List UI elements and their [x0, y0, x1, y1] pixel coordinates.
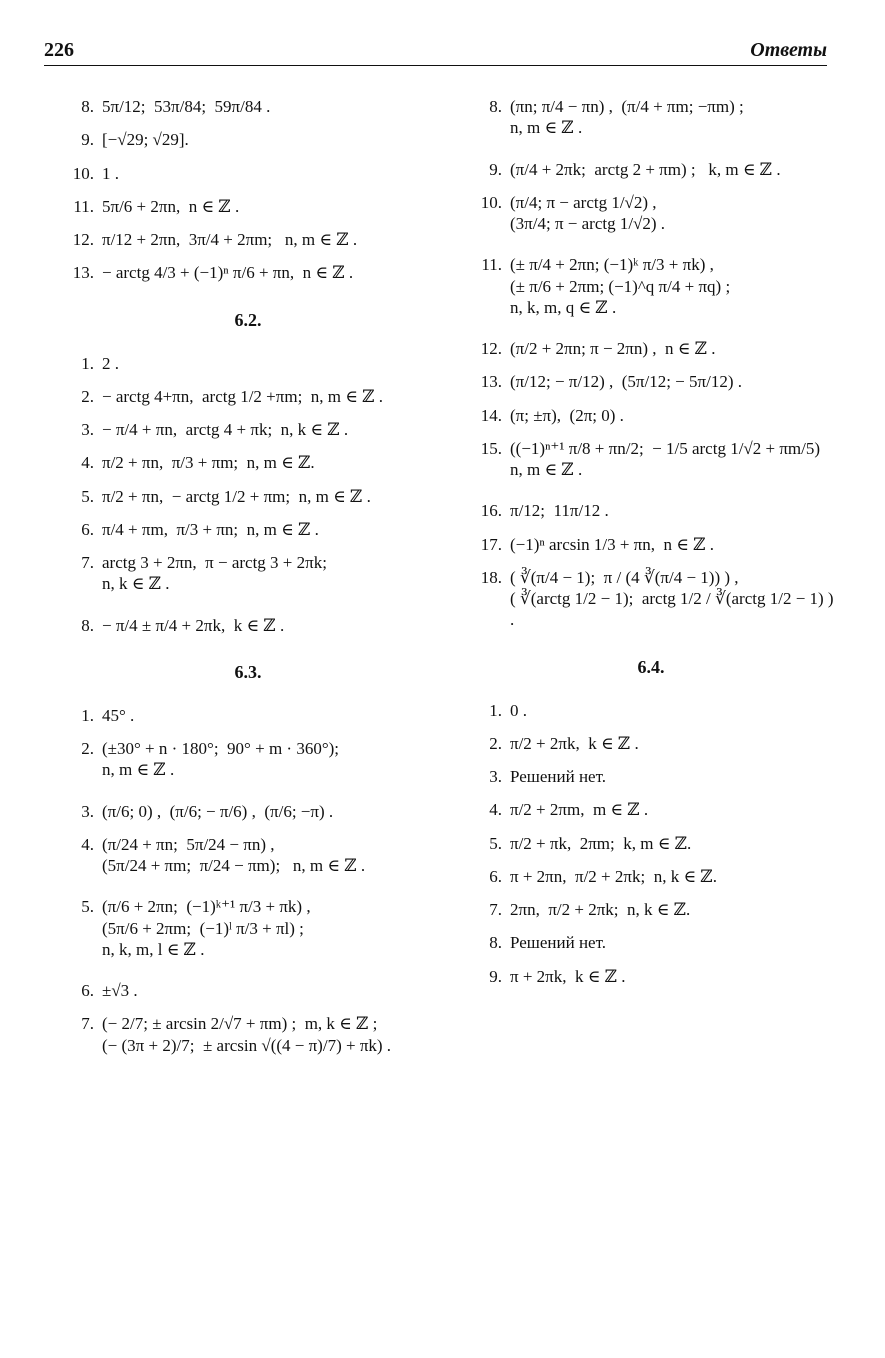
answer-number: 6.: [81, 981, 94, 1000]
answer-number: 14.: [480, 405, 502, 425]
answer-number: 7.: [489, 900, 502, 919]
answer-item: [58, 386, 438, 407]
answer-text: 0 .: [510, 700, 527, 720]
answer-number: 12.: [72, 230, 94, 249]
answer-text: ((−1)ⁿ⁺¹ π/8 + πn/2; − 1/5 arctg 1/√2 + πm/5) n, m ∈ ℤ .: [510, 438, 821, 479]
answer-number: 2.: [81, 386, 94, 406]
answer-list: [466, 700, 836, 987]
answer-item: [58, 419, 438, 440]
answer-number: 9.: [489, 159, 502, 179]
answer-item: [58, 129, 438, 150]
answer-number: 4.: [81, 453, 94, 473]
answer-item: [58, 801, 438, 822]
answer-item: [466, 254, 836, 318]
answer-text: arctg 3 + 2πn, π − arctg 3 + 2πk; n, k ∈ ℤ .: [102, 553, 327, 594]
answer-item: [58, 486, 438, 507]
answer-text: (πn; π/4 − πn) , (π/4 + πm; −πm) ; n, m ∈ ℤ .: [510, 97, 744, 138]
answer-text: (π/12; − π/12) , (5π/12; − 5π/12) .: [510, 372, 742, 392]
answer-item: [466, 567, 836, 631]
answer-item: [466, 371, 836, 392]
answer-item: [466, 833, 836, 854]
answer-text: (−1)ⁿ arcsin 1/3 + πn, n ∈ ℤ .: [510, 534, 714, 554]
answer-text: − arctg 4/3 + (−1)ⁿ π/6 + πn, n ∈ ℤ .: [102, 263, 354, 283]
answer-text: 5π/12; 53π/84; 59π/84 .: [102, 97, 271, 116]
answer-number: 10.: [480, 192, 502, 212]
answer-text: 2 .: [102, 353, 119, 373]
answer-item: [58, 452, 438, 473]
answer-number: 7.: [81, 1014, 94, 1034]
answer-text: π/12; 11π/12 .: [510, 501, 609, 521]
answer-text: 1 .: [102, 163, 119, 183]
answer-item: [58, 96, 438, 117]
answer-item: [58, 552, 438, 595]
answer-item: [58, 262, 438, 283]
answer-item: [466, 338, 836, 359]
answer-number: 2.: [81, 739, 94, 758]
answer-number: 2.: [489, 733, 502, 753]
page-number: 226: [44, 39, 74, 61]
answer-number: 5.: [81, 486, 94, 506]
answer-number: 8.: [81, 615, 94, 635]
answer-number: 7.: [81, 553, 94, 572]
answer-number: 5.: [489, 833, 502, 853]
left-column: [58, 96, 438, 1076]
answer-item: [466, 700, 836, 721]
answer-text: (π; ±π), (2π; 0) .: [510, 405, 624, 425]
answer-item: [466, 159, 836, 180]
answer-item: [58, 705, 438, 726]
answer-text: (π/4; π − arctg 1/√2) , (3π/4; π − arctg 1/√2) .: [510, 192, 666, 233]
answer-text: π/2 + πn, π/3 + πm; n, m ∈ ℤ.: [102, 453, 315, 473]
answer-item: [466, 405, 836, 426]
answer-number: 4.: [81, 834, 94, 854]
answer-item: [466, 192, 836, 235]
answer-item: [58, 519, 438, 540]
answer-text: π + 2πn, π/2 + 2πk; n, k ∈ ℤ.: [510, 866, 717, 886]
answer-number: 1.: [81, 705, 94, 725]
answer-item: [58, 980, 438, 1001]
answer-number: 11.: [73, 196, 94, 216]
answer-number: 4.: [489, 800, 502, 820]
answer-list: [58, 705, 438, 1056]
right-column: [466, 96, 836, 999]
answer-text: Решений нет.: [510, 767, 606, 786]
answer-number: 16.: [480, 501, 502, 521]
answer-text: (π/4 + 2πk; arctg 2 + πm) ; k, m ∈ ℤ .: [510, 159, 781, 179]
answer-text: π/4 + πm, π/3 + πn; n, m ∈ ℤ .: [102, 519, 319, 539]
answer-text: − π/4 ± π/4 + 2πk, k ∈ ℤ .: [102, 615, 285, 635]
answer-text: π/2 + 2πm, m ∈ ℤ .: [510, 800, 649, 820]
answer-text: (±30° + n · 180°; 90° + m · 360°); n, m ∈ ℤ .: [102, 739, 340, 780]
answer-number: 9.: [81, 130, 94, 150]
answer-text: (π/6; 0) , (π/6; − π/6) , (π/6; −π) .: [102, 801, 334, 821]
answer-number: 8.: [489, 933, 502, 953]
answer-text: 2πn, π/2 + 2πk; n, k ∈ ℤ.: [510, 900, 691, 919]
answer-text: π/2 + πk, 2πm; k, m ∈ ℤ.: [510, 833, 692, 853]
answer-number: 1.: [489, 700, 502, 720]
answer-text: (π/24 + πn; 5π/24 − πn) , (5π/24 + πm; π/24 − πm); n, m ∈ ℤ .: [102, 834, 366, 875]
answer-item: [466, 96, 836, 139]
answer-item: [466, 799, 836, 820]
answer-item: [58, 834, 438, 877]
answer-text: − arctg 4+πn, arctg 1/2 +πm; n, m ∈ ℤ .: [102, 386, 384, 406]
answer-item: [58, 163, 438, 184]
answer-item: [58, 615, 438, 636]
answer-number: 18.: [480, 567, 502, 587]
answer-item: [58, 353, 438, 374]
answer-item: [58, 196, 438, 217]
answer-number: 17.: [480, 534, 502, 554]
answer-list: [58, 96, 438, 284]
answer-item: [58, 738, 438, 781]
answer-number: 3.: [81, 420, 94, 439]
answer-number: 10.: [72, 163, 94, 183]
answer-text: Решений нет.: [510, 933, 606, 953]
answer-text: 5π/6 + 2πn, n ∈ ℤ .: [102, 196, 240, 216]
answer-number: 15.: [480, 438, 502, 458]
answer-text: [−√29; √29].: [102, 130, 189, 150]
answer-item: [466, 866, 836, 887]
answer-text: ( ∛(π/4 − 1); π / (4 ∛(π/4 − 1)) ) , ( ∛(arctg 1/2 − 1); arctg 1/2 / ∛(arctg 1/2 − 1) ) .: [510, 567, 834, 630]
answer-text: π/12 + 2πn, 3π/4 + 2πm; n, m ∈ ℤ .: [102, 230, 358, 249]
answer-item: [466, 438, 836, 481]
answer-item: [58, 229, 438, 250]
answer-number: 13.: [72, 263, 94, 283]
answer-number: 9.: [489, 966, 502, 986]
answer-number: 1.: [81, 353, 94, 373]
answer-text: π/2 + πn, − arctg 1/2 + πm; n, m ∈ ℤ .: [102, 486, 371, 506]
answer-item: [466, 534, 836, 555]
running-title: Ответы: [750, 39, 827, 61]
answer-number: 11.: [481, 255, 502, 275]
answer-text: (π/6 + 2πn; (−1)ᵏ⁺¹ π/3 + πk) , (5π/6 + 2πm; (−1)ˡ π/3 + πl) ; n, k, m, l ∈ ℤ .: [102, 897, 311, 959]
answer-number: 6.: [489, 866, 502, 886]
answer-item: [466, 733, 836, 754]
section-heading-6-3: 6.3.: [234, 661, 262, 682]
answer-number: 8.: [81, 97, 94, 116]
answer-text: ±√3 .: [102, 981, 138, 1000]
answer-text: (± π/4 + 2πn; (−1)ᵏ π/3 + πk) , (± π/6 + 2πm; (−1)^q π/4 + πq) ; n, k, m, q ∈ ℤ .: [510, 255, 731, 317]
answer-number: 12.: [480, 339, 502, 358]
answer-item: [58, 896, 438, 960]
answer-text: 45° .: [102, 705, 135, 725]
answer-item: [466, 932, 836, 953]
answer-list: [58, 353, 438, 636]
answer-item: [466, 766, 836, 787]
answer-text: (− 2/7; ± arcsin 2/√7 + πm) ; m, k ∈ ℤ ; (− (3π + 2)/7; ± arcsin √((4 − π)/7) + πk) .: [102, 1014, 392, 1055]
answer-number: 3.: [489, 767, 502, 786]
answer-item: [466, 899, 836, 920]
answer-number: 8.: [489, 97, 502, 116]
answer-list: [466, 96, 836, 631]
answer-item: [58, 1013, 438, 1056]
answer-item: [466, 500, 836, 521]
answer-text: π/2 + 2πk, k ∈ ℤ .: [510, 733, 639, 753]
answer-item: [466, 966, 836, 987]
answer-text: (π/2 + 2πn; π − 2πn) , n ∈ ℤ .: [510, 339, 716, 358]
answer-number: 5.: [81, 897, 94, 917]
page-header: [44, 34, 827, 66]
answer-number: 13.: [480, 372, 502, 392]
answer-text: − π/4 + πn, arctg 4 + πk; n, k ∈ ℤ .: [102, 420, 349, 439]
answer-text: π + 2πk, k ∈ ℤ .: [510, 966, 626, 986]
answer-number: 3.: [81, 801, 94, 821]
section-heading-6-2: 6.2.: [234, 309, 262, 330]
answer-number: 6.: [81, 519, 94, 539]
section-heading-6-4: 6.4.: [637, 656, 665, 677]
